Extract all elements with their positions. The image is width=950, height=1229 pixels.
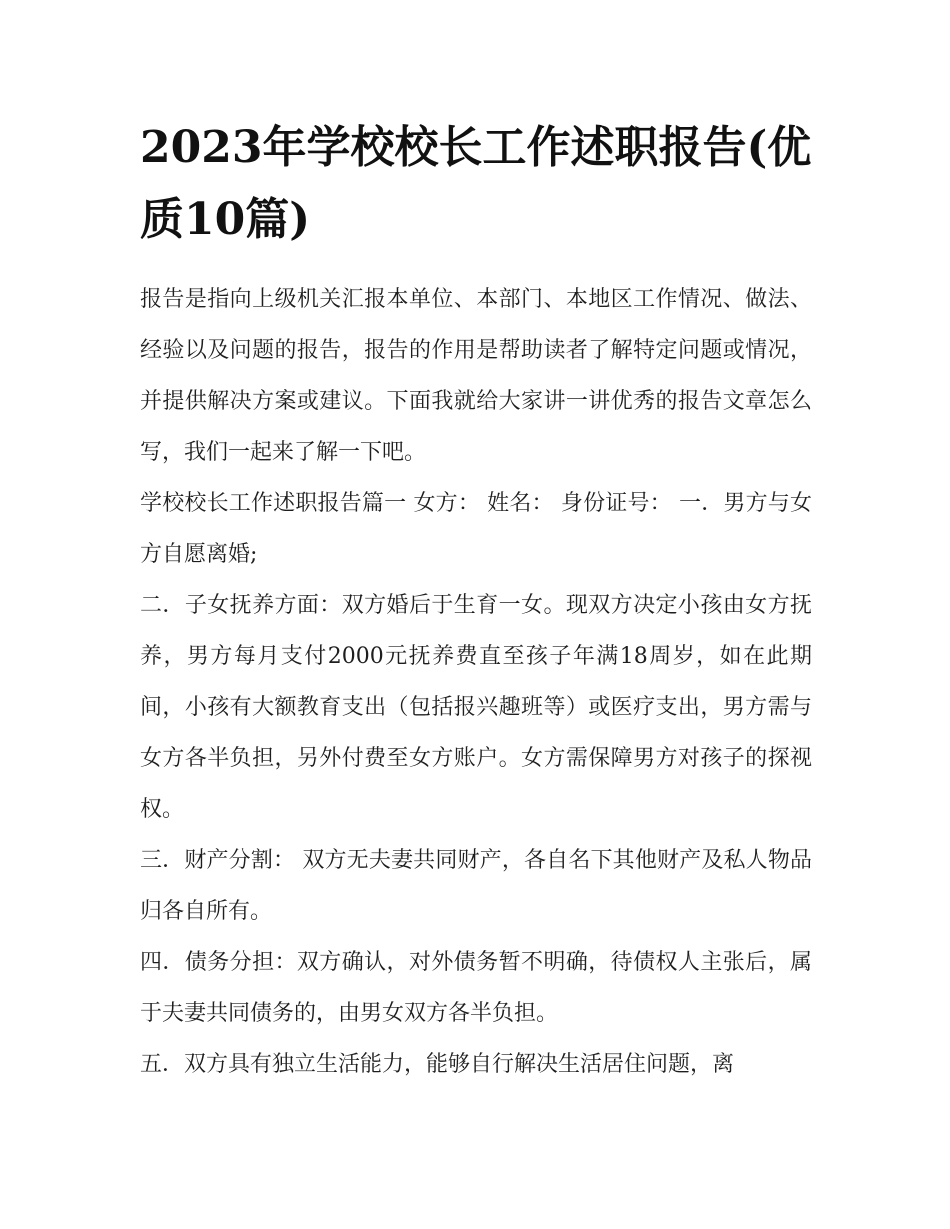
- paragraph-debt-sharing: 四．债务分担：双方确认，对外债务暂不明确，待债权人主张后，属于夫妻共同债务的，由男女双方各半负担。: [140, 950, 812, 1026]
- paragraph-child-custody: 二．子女抚养方面：双方婚后于生育一女。现双方决定小孩由女方抚养，男方每月支付2000元抚养费直至孩子年满18周岁，如在此期间，小孩有大额教育支出（包括报兴趣班等）或医疗支出，男方需与女方各半负担，另外付费至女方账户。女方需保障男方对孩子的探视权。: [140, 593, 812, 822]
- document-body: [140, 112, 812, 1090]
- document-title: 2023年学校校长工作述职报告(优质10篇): [140, 122, 812, 245]
- paragraph-intro: 报告是指向上级机关汇报本单位、本部门、本地区工作情况、做法、经验以及问题的报告，报告的作用是帮助读者了解特定问题或情况，并提供解决方案或建议。下面我就给大家讲一讲优秀的报告文章怎么写，我们一起来了解一下吧。: [140, 287, 812, 465]
- paragraph-independent-living: 五．双方具有独立生活能力，能够自行解决生活居住问题，离: [140, 1052, 735, 1077]
- paragraph-property-division: 三．财产分割： 双方无夫妻共同财产，各自名下其他财产及私人物品归各自所有。: [140, 848, 812, 924]
- paragraph-section-header: 学校校长工作述职报告篇一 女方： 姓名： 身份证号： 一．男方与女方自愿离婚;: [140, 491, 812, 567]
